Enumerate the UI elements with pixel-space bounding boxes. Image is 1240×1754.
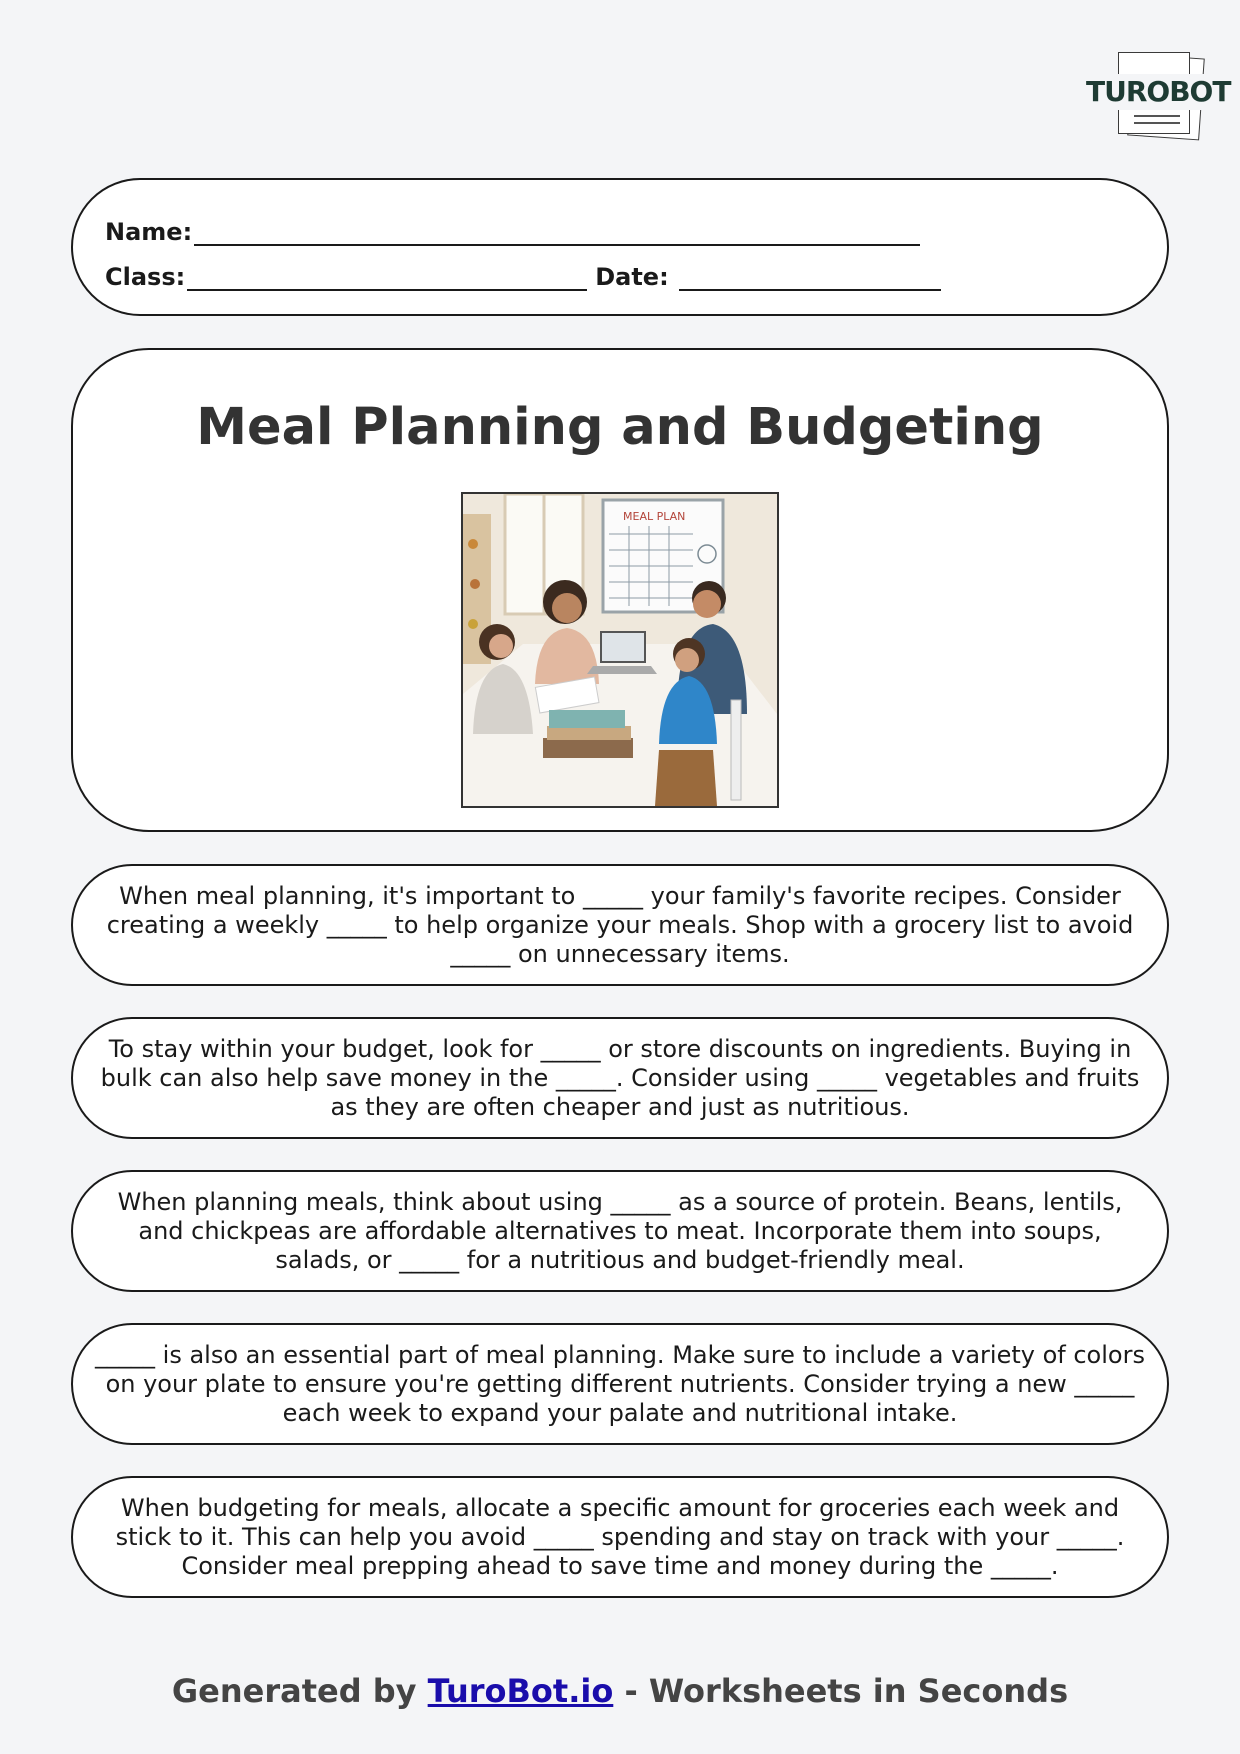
student-info-card: [71, 178, 1169, 316]
family-meal-planning-image: [461, 492, 779, 808]
title-card: [71, 348, 1169, 832]
boy-face: [675, 648, 699, 672]
worksheet-title: Meal Planning and Budgeting: [196, 398, 1044, 457]
jar: [468, 619, 478, 629]
name-field[interactable]: [194, 220, 920, 246]
paragraph-text-2: To stay within your budget, look for _____ or store discounts on ingredients. Buying in bulk can also help save money in the _____. Consider using _____ vegetables and fruits as they are often cheaper and just as nutritious.: [100, 1034, 1140, 1121]
chair: [731, 700, 741, 800]
grocery-bag: [655, 750, 717, 806]
class-date-row: [105, 263, 941, 291]
jar: [470, 579, 480, 589]
woman-face: [552, 593, 582, 623]
girl-face: [489, 634, 513, 658]
laptop-base: [587, 666, 657, 674]
fill-in-paragraph-4: [71, 1323, 1169, 1445]
date-label: Date:: [595, 263, 669, 291]
paragraph-text-3: When planning meals, think about using _____ as a source of protein. Beans, lentils, and chickpeas are affordable alternatives to meat. Incorporate them into soups, salads, or _____ for a nutritious and budget-friendly meal.: [117, 1187, 1123, 1274]
footer-suffix: - Worksheets in Seconds: [624, 1672, 1069, 1710]
book-top: [549, 710, 625, 728]
footer-prefix: Generated by: [171, 1672, 417, 1710]
illustration: [463, 494, 777, 806]
book-middle: [547, 726, 631, 740]
name-row: [105, 218, 920, 246]
jar: [468, 539, 478, 549]
date-field[interactable]: [679, 265, 941, 291]
class-label: Class:: [105, 263, 186, 291]
book-bottom: [543, 738, 633, 758]
footer: [0, 1672, 1240, 1710]
man-face: [693, 590, 721, 618]
logo-text: TUROBOT: [1086, 75, 1231, 108]
paragraph-text-4: _____ is also an essential part of meal planning. Make sure to include a variety of colors on your plate to ensure you're getting different nutrients. Consider trying a new _____ each week to expand your palate and nutritional intake.: [95, 1340, 1145, 1427]
name-label: Name:: [105, 218, 193, 246]
class-field[interactable]: [187, 265, 587, 291]
fill-in-paragraph-2: [71, 1017, 1169, 1139]
paragraph-text-1: When meal planning, it's important to _____ your family's favorite recipes. Consider creating a weekly _____ to help organize your meals. Shop with a grocery list to avoid _____ on unnecessary items.: [106, 881, 1134, 968]
paragraph-text-5: When budgeting for meals, allocate a specific amount for groceries each week and stick to it. This can help you avoid _____ spending and stay on track with your _____. Consider meal prepping ahead to save time and money during the _____.: [115, 1493, 1125, 1580]
fill-in-paragraph-3: [71, 1170, 1169, 1292]
turobot-logo: [1078, 52, 1231, 142]
turobot-link[interactable]: TuroBot.io: [427, 1672, 614, 1710]
logo-lines: [1134, 108, 1180, 129]
laptop-screen: [601, 632, 645, 662]
fill-in-paragraph-5: [71, 1476, 1169, 1598]
fill-in-paragraph-1: [71, 864, 1169, 986]
whiteboard-title: MEAL PLAN: [623, 510, 686, 523]
